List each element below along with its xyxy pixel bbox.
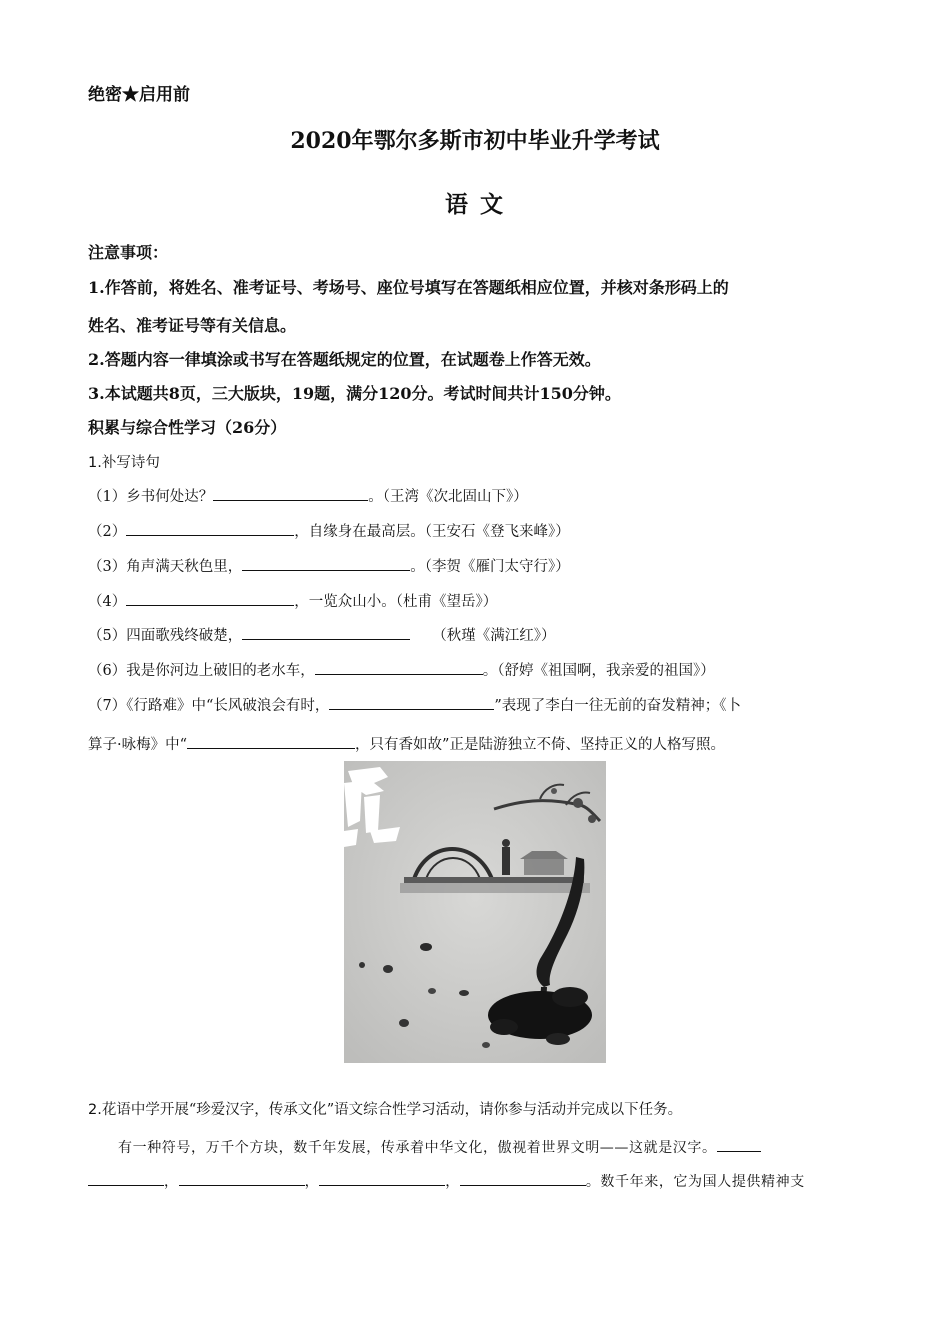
answer-blank[interactable] — [717, 1136, 761, 1152]
q1-item-4-prompt: （4） — [88, 594, 127, 610]
ink-painting-image — [344, 761, 606, 1063]
q2-paragraph-line-1 — [88, 1136, 860, 1157]
section-heading: 积累与综合性学习（26分） — [88, 418, 287, 437]
question-label: 补写诗句 — [101, 455, 160, 471]
separator: ， — [304, 1174, 320, 1190]
q1-item-7 — [88, 694, 741, 715]
q1-item-2-source: ，自缘身在最高层。（王安石《登飞来峰》） — [294, 524, 570, 540]
question-2-title — [88, 1098, 682, 1119]
q1-item-5-prompt: （5）四面歌残终破楚， — [88, 628, 243, 644]
answer-blank[interactable] — [213, 485, 368, 501]
question-number: 2. — [88, 1102, 102, 1118]
q1-item-4 — [88, 590, 497, 611]
separator: ， — [445, 1174, 460, 1190]
exam-title: 2020年鄂尔多斯市初中毕业升学考试 — [290, 128, 660, 154]
answer-blank[interactable] — [179, 1170, 305, 1186]
q1-item-5 — [88, 624, 555, 645]
q1-item-7-text: ”表现了李白一往无前的奋发精神；《卜 — [494, 698, 742, 714]
q1-item-6-source: 。（舒婷《祖国啊，我亲爱的祖国》） — [482, 663, 715, 679]
answer-blank[interactable] — [187, 733, 355, 749]
q1-item-7-continued — [88, 733, 725, 754]
answer-blank[interactable] — [329, 694, 494, 710]
q1-item-1 — [88, 485, 528, 506]
q1-item-1-prompt: （1）乡书何处达？ — [88, 489, 214, 505]
question-1-title — [88, 451, 160, 472]
q1-item-6 — [88, 659, 715, 680]
q1-item-7b-prompt: 算子·咏梅》中“ — [88, 737, 188, 753]
answer-blank[interactable] — [242, 555, 410, 571]
notes-item-2: 2.答题内容一律填涂或书写在答题纸规定的位置，在试题卷上作答无效。 — [88, 350, 601, 369]
answer-blank[interactable] — [315, 659, 483, 675]
answer-blank[interactable] — [88, 1170, 164, 1186]
confidential-mark: 绝密★启用前 — [88, 85, 190, 105]
subject-title: 语 文 — [444, 191, 505, 218]
answer-blank[interactable] — [242, 624, 410, 640]
q1-item-3 — [88, 555, 570, 576]
answer-blank[interactable] — [126, 590, 294, 606]
notes-heading: 注意事项： — [88, 243, 169, 262]
q1-item-5-source: （秋瑾《满江红》） — [432, 628, 556, 644]
q1-item-4-source: ，一览众山小。（杜甫《望岳》） — [294, 594, 498, 610]
answer-blank[interactable] — [126, 520, 294, 536]
q1-item-2 — [88, 520, 570, 541]
separator: ， — [164, 1174, 179, 1190]
notes-item-3: 3.本试题共8页，三大版块，19题，满分120分。考试时间共计150分钟。 — [88, 384, 621, 403]
q2-paragraph-text-end: 。数千年来，它为国人提供精神支 — [585, 1174, 805, 1190]
q2-paragraph-line-2 — [88, 1170, 860, 1191]
q1-item-3-source: 。（李贺《雁门太守行》） — [410, 559, 570, 575]
q1-item-7b-text: ，只有香如故”正是陆游独立不倚、坚持正义的人格写照。 — [355, 737, 725, 753]
q1-item-6-prompt: （6）我是你河边上破旧的老水车， — [88, 663, 315, 679]
q1-item-3-prompt: （3）角声满天秋色里， — [88, 559, 243, 575]
notes-item-1-line-1: 1.作答前，将姓名、准考证号、考场号、座位号填写在答题纸相应位置，并核对条形码上的 — [88, 278, 729, 297]
question-number: 1. — [88, 455, 102, 471]
q1-item-1-source: 。（王湾《次北固山下》） — [368, 489, 528, 505]
q1-item-7-prompt: （7）《行路难》中“长风破浪会有时， — [88, 698, 330, 714]
notes-item-1-line-2: 姓名、准考证号等有关信息。 — [88, 316, 297, 335]
question-text: 花语中学开展“珍爱汉字，传承文化”语文综合性学习活动，请你参与活动并完成以下任务。 — [101, 1102, 683, 1118]
answer-blank[interactable] — [319, 1170, 445, 1186]
q1-item-2-prompt: （2） — [88, 524, 127, 540]
answer-blank[interactable] — [460, 1170, 586, 1186]
q2-paragraph-text: 有一种符号，万千个方块，数千年发展，传承着中华文化，傲视着世界文明——这就是汉字。 — [118, 1140, 717, 1156]
